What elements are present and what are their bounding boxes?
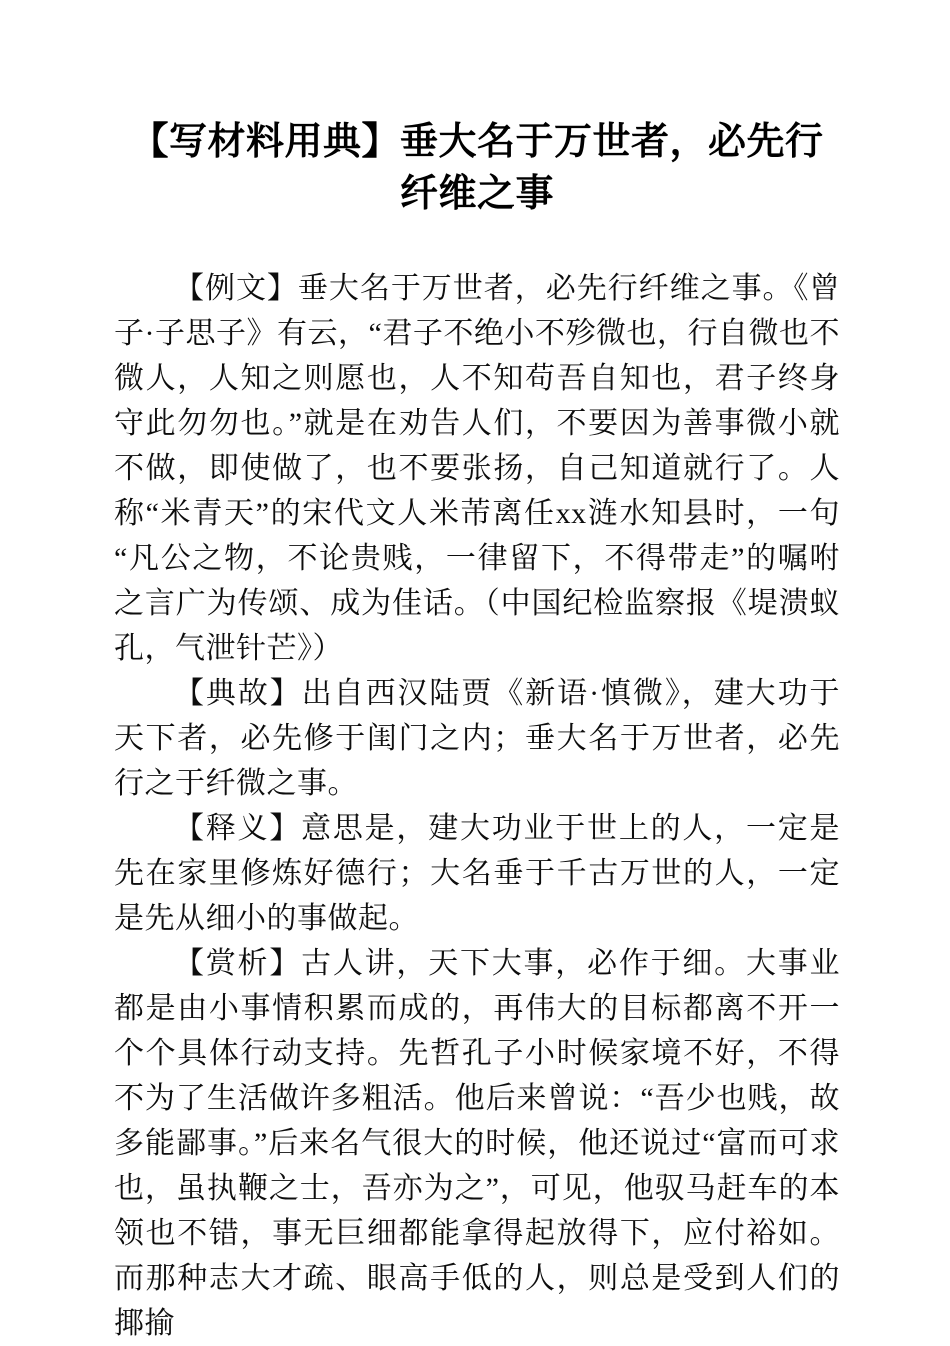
paragraph-label-shangxi: 【赏析】 — [174, 947, 302, 980]
paragraph-shangxi — [114, 941, 840, 1346]
paragraph-shiyi — [114, 806, 840, 941]
paragraph-text-shiyi: 意思是，建大功业于世上的人，一定是先在家里修炼好德行；大名垂于千古万世的人，一定是先从细小的事做起。 — [114, 812, 841, 935]
page-title: 【写材料用典】垂大名于万世者，必先行纤维之事 — [130, 121, 824, 215]
paragraph-text-liwen: 垂大名于万世者，必先行纤维之事。《曾子·子思子》有云，“君子不绝小不殄微也，行自微也不微人，人知之则愿也，人不知苟吾自知也，君子终身守此勿勿也。”就是在劝告人们，不要因为善事微小就不做，即使做了，也不要张扬，自己知道就行了。人称“米青天”的宋代文人米芾离任xx涟水知县时，一句“凡公之物，不论贵贱，一律留下，不得带走”的嘱咐之言广为传颂、成为佳话。（中国纪检监察报《堤溃蚁孔，气泄针芒》） — [114, 272, 841, 665]
paragraph-label-shiyi: 【释义】 — [174, 812, 302, 845]
paragraph-label-diangu: 【典故】 — [174, 677, 302, 710]
paragraph-diangu — [114, 671, 840, 806]
paragraph-text-diangu: 出自西汉陆贾《新语·慎微》，建大功于天下者，必先修于闺门之内；垂大名于万世者，必先行之于纤微之事。 — [114, 677, 840, 800]
paragraph-label-liwen: 【例文】 — [174, 272, 298, 305]
paragraph-liwen — [114, 266, 840, 671]
paragraph-text-shangxi: 古人讲，天下大事，必作于细。大事业都是由小事情积累而成的，再伟大的目标都离不开一个个具体行动支持。先哲孔子小时候家境不好，不得不为了生活做许多粗活。他后来曾说：“吾少也贱，故多能鄙事。”后来名气很大的时候，他还说过“富而可求也，虽执鞭之士，吾亦为之”，可见，他驭马赶车的本领也不错，事无巨细都能拿得起放得下，应付裕如。而那种志大才疏、眼高手低的人，则总是受到人们的揶揄 — [114, 947, 841, 1340]
